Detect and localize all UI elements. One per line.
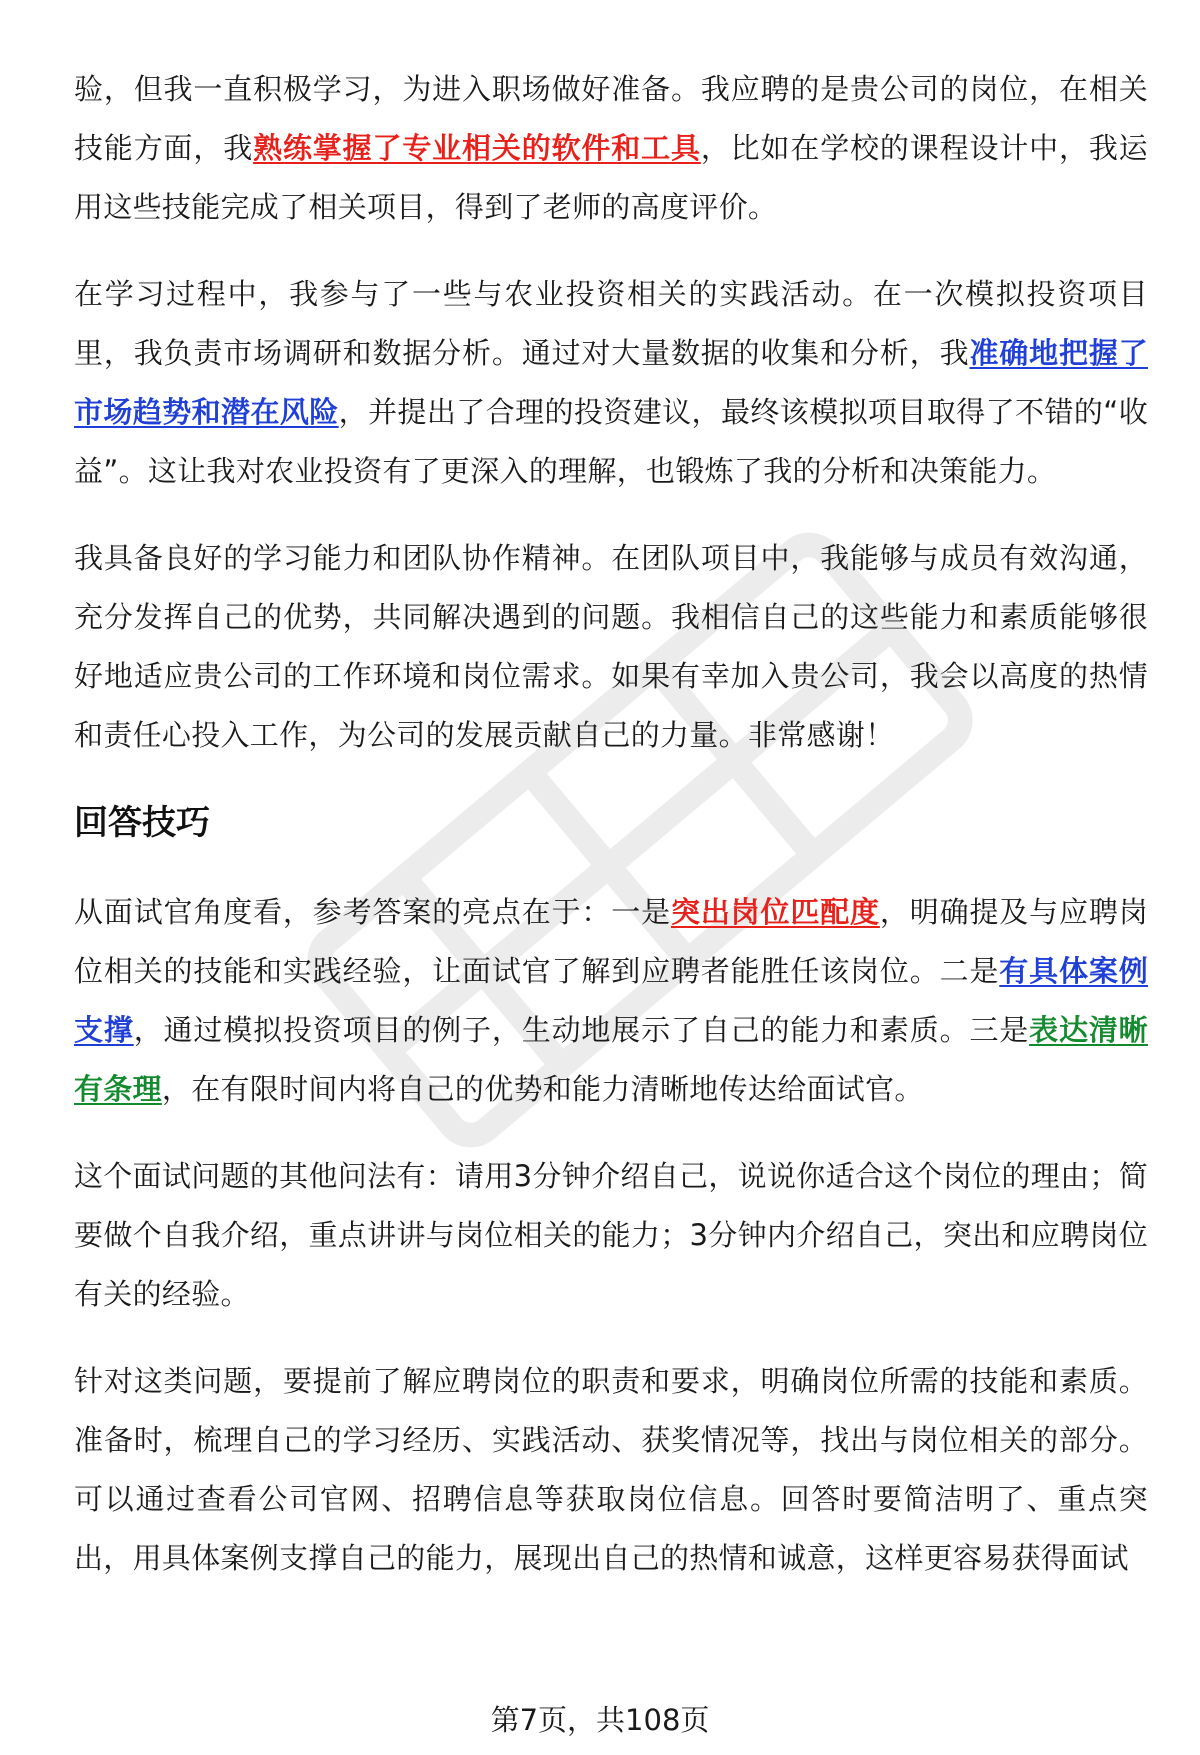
paragraph-advice xyxy=(74,1352,1148,1588)
section-title: 回答技巧 xyxy=(74,803,210,843)
text-segment: ，在有限时间内将自己的优势和能力清晰地传达给面试官。 xyxy=(161,1072,924,1106)
paragraph-teamwork xyxy=(74,529,1148,765)
highlighted-phrase: 准确地把握了市场趋势和潜在风险 xyxy=(74,336,1148,429)
highlighted-phrase: 突出岗位匹配度 xyxy=(670,895,880,929)
text-segment: 在学习过程中，我参与了一些与农业投资相关的实践活动。在一次模拟投资项目里，我负责市场调研和数据分析。通过对大量数据的收集和分析，我 xyxy=(74,277,1148,370)
text-segment: ，明确提及与应聘岗位相关的技能和实践经验，让面试官了解到应聘者能胜任该岗位。二是 xyxy=(74,895,1148,988)
page-number: 第7页，共108页 xyxy=(490,1703,710,1737)
paragraph-variants xyxy=(74,1147,1148,1324)
paragraph-highlights xyxy=(74,883,1148,1119)
text-segment: 从面试官角度看，参考答案的亮点在于：一是 xyxy=(74,895,671,929)
highlighted-phrase: 有具体案例支撑 xyxy=(74,954,1148,1047)
text-segment: 验，但我一直积极学习，为进入职场做好准备。我应聘的是贵公司的岗位，在相关技能方面，我 xyxy=(74,72,1148,165)
paragraph-skills xyxy=(74,60,1148,237)
document-page xyxy=(74,60,1148,1616)
highlighted-phrase: 熟练掌握了专业相关的软件和工具 xyxy=(253,131,701,165)
text-segment: ，比如在学校的课程设计中，我运用这些技能完成了相关项目，得到了老师的高度评价。 xyxy=(74,131,1148,224)
text-segment: 我具备良好的学习能力和团队协作精神。在团队项目中，我能够与成员有效沟通，充分发挥自己的优势，共同解决遇到的问题。我相信自己的这些能力和素质能够很好地适应贵公司的工作环境和岗位需求。如果有幸加入贵公司，我会以高度的热情和责任心投入工作，为公司的发展贡献自己的力量。非常感谢！ xyxy=(74,541,1148,752)
highlighted-phrase: 表达清晰有条理 xyxy=(74,1013,1148,1106)
text-segment: 这个面试问题的其他问法有：请用3分钟介绍自己，说说你适合这个岗位的理由；简要做个自我介绍，重点讲讲与岗位相关的能力；3分钟内介绍自己，突出和应聘岗位有关的经验。 xyxy=(74,1159,1148,1311)
paragraph-practice xyxy=(74,265,1148,501)
text-segment: 针对这类问题，要提前了解应聘岗位的职责和要求，明确岗位所需的技能和素质。准备时，梳理自己的学习经历、实践活动、获奖情况等，找出与岗位相关的部分。可以通过查看公司官网、招聘信息等获取岗位信息。回答时要简洁明了、重点突出，用具体案例支撑自己的能力，展现出自己的热情和诚意，这样更容易获得面试 xyxy=(74,1364,1148,1575)
tips-body xyxy=(74,883,1148,1588)
answer-body xyxy=(74,60,1148,765)
text-segment: ，并提出了合理的投资建议，最终该模拟项目取得了不错的“收益”。这让我对农业投资有了更深入的理解，也锻炼了我的分析和决策能力。 xyxy=(74,395,1148,488)
text-segment: ，通过模拟投资项目的例子，生动地展示了自己的能力和素质。三是 xyxy=(133,1013,1030,1047)
